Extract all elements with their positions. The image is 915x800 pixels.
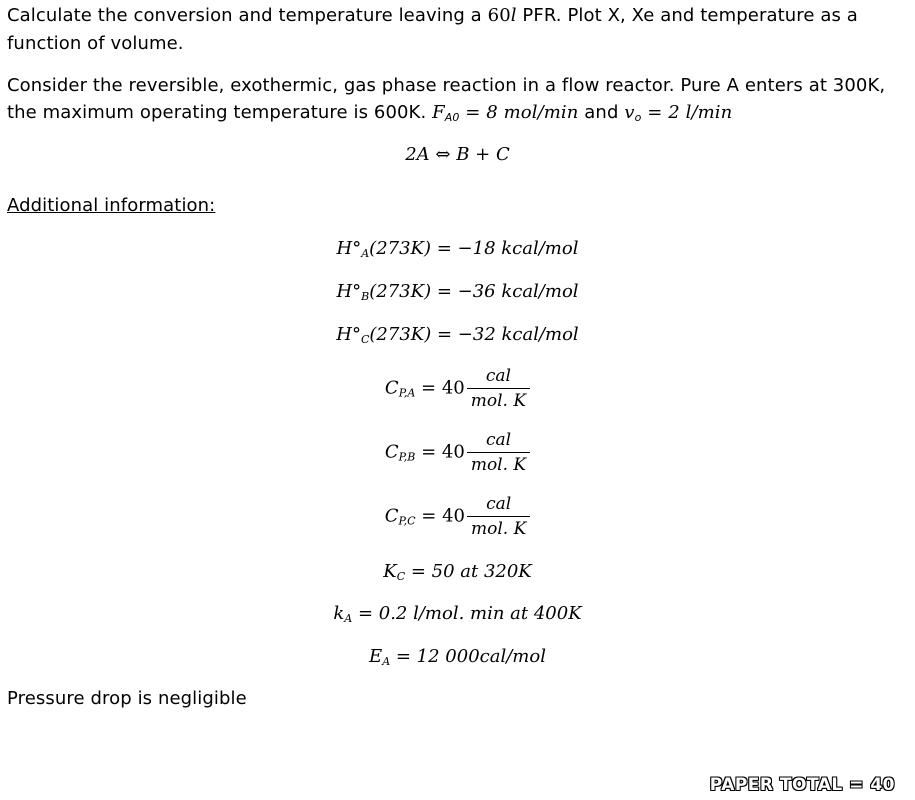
enthalpy-c-symbol: H°	[336, 324, 361, 345]
heat-capacity-a	[0, 366, 915, 411]
ka-symbol: k	[333, 603, 345, 624]
ea-value: = 12 000cal/mol	[390, 646, 546, 667]
heat-capacity-b-denominator: mol. K	[470, 455, 527, 475]
context-line-2	[7, 102, 732, 129]
context-line-1: Consider the reversible, exothermic, gas phase reaction in a flow reactor. Pure A enters at 300K,	[7, 75, 886, 96]
heat-capacity-b-fraction	[467, 430, 530, 475]
rate-constant	[0, 603, 915, 625]
v0-symbol: v	[624, 102, 635, 123]
enthalpy-a-value: (273K) = −18 kcal/mol	[369, 238, 579, 259]
ka-value: = 0.2 l/mol. min at 400K	[352, 603, 582, 624]
kc-subscript: C	[396, 570, 406, 583]
fao-subscript: A0	[444, 111, 460, 124]
question-line-1-start: Calculate the conversion and temperature leaving a	[7, 5, 488, 26]
context-line-2-text: the maximum operating temperature is 600K.	[7, 102, 433, 123]
heat-capacity-b-numerator: cal	[467, 430, 530, 453]
heat-capacity-c-value: = 40	[415, 505, 465, 527]
heat-capacity-b-subscript: P,B	[398, 450, 416, 464]
kc-symbol: K	[383, 561, 397, 582]
heat-capacity-a-fraction	[467, 366, 530, 411]
enthalpy-c	[0, 324, 915, 346]
enthalpy-b-symbol: H°	[336, 281, 362, 302]
heat-capacity-c-subscript: P,C	[398, 514, 416, 528]
enthalpy-b-value: (273K) = −36 kcal/mol	[369, 281, 579, 302]
enthalpy-a	[0, 238, 915, 260]
heat-capacity-a-denominator: mol. K	[470, 391, 527, 411]
heat-capacity-c-fraction	[467, 494, 530, 539]
equilibrium-constant	[0, 561, 915, 583]
v0-subscript: o	[634, 111, 642, 124]
enthalpy-c-value: (273K) = −32 kcal/mol	[369, 324, 579, 345]
heat-capacity-b	[0, 430, 915, 475]
enthalpy-b-subscript: B	[361, 290, 370, 303]
activation-energy	[0, 646, 915, 668]
enthalpy-a-symbol: H°	[336, 238, 362, 259]
paper-total: PAPER TOTAL = 40	[709, 775, 895, 795]
ea-symbol: E	[369, 646, 383, 667]
enthalpy-c-subscript: C	[360, 333, 370, 346]
heat-capacity-a-subscript: P,A	[398, 386, 416, 400]
reaction-equation: 2A ⇔ B + C	[405, 144, 510, 165]
heat-capacity-a-numerator: cal	[467, 366, 530, 389]
heat-capacity-c-symbol: C	[384, 505, 399, 527]
v0-value: = 2 l/min	[641, 102, 733, 123]
heat-capacity-c	[0, 494, 915, 539]
ea-subscript: A	[382, 655, 391, 668]
ka-subscript: A	[344, 612, 353, 625]
heat-capacity-c-numerator: cal	[467, 494, 530, 517]
heat-capacity-a-value: = 40	[415, 377, 465, 399]
kc-value: = 50 at 320K	[405, 561, 532, 582]
question-line-2: function of volume.	[7, 33, 184, 54]
heat-capacity-b-symbol: C	[384, 441, 399, 463]
enthalpy-b	[0, 281, 915, 303]
heat-capacity-b-value: = 40	[415, 441, 465, 463]
question-line-1	[7, 5, 858, 27]
pressure-drop-note: Pressure drop is negligible	[7, 688, 247, 709]
and-word: and	[578, 102, 625, 123]
additional-info-heading: Additional information:	[7, 195, 216, 216]
reactor-volume-value: 60	[487, 5, 511, 26]
fao-value: = 8 mol/min	[459, 102, 579, 123]
question-line-1-end: PFR. Plot X, Xe and temperature as a	[516, 5, 858, 26]
enthalpy-a-subscript: A	[361, 247, 370, 260]
heat-capacity-c-denominator: mol. K	[471, 519, 527, 539]
fao-symbol: F	[432, 102, 445, 123]
heat-capacity-a-symbol: C	[384, 377, 399, 399]
reactor-volume-unit: l	[510, 5, 517, 26]
